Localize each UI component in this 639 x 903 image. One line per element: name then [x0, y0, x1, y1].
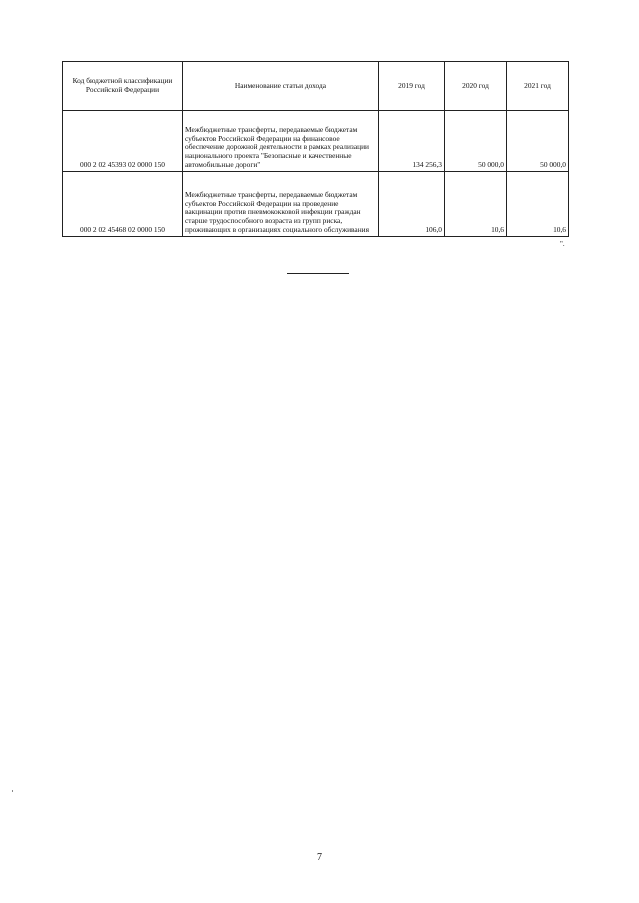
row-value-2020: 50 000,0: [445, 111, 507, 172]
row-value-2019: 106,0: [379, 172, 445, 237]
row-value-2020: 10,6: [445, 172, 507, 237]
row-value-2021: 50 000,0: [507, 111, 569, 172]
header-2020: 2020 год: [445, 62, 507, 111]
income-table: [62, 61, 569, 237]
page-number: 7: [317, 852, 322, 863]
table-row: [63, 172, 569, 237]
row-code: 000 2 02 45468 02 0000 150: [63, 172, 183, 237]
scan-speck: [12, 790, 13, 792]
row-value-2019: 134 256,3: [379, 111, 445, 172]
table-row: [63, 111, 569, 172]
closing-quote-mark: ".: [560, 240, 565, 248]
header-name: Наименование статьи дохода: [183, 62, 379, 111]
row-code: 000 2 02 45393 02 0000 150: [63, 111, 183, 172]
row-value-2021: 10,6: [507, 172, 569, 237]
row-name: Межбюджетные трансферты, передаваемые бюджетам субъектов Российской Федерации на финансовое обеспечение дорожной деятельности в рамках реализации национального проекта "Безопасные и качественные автомобильные дороги": [183, 111, 379, 172]
header-code: Код бюджетной классификации Российской Федерации: [63, 62, 183, 111]
header-2021: 2021 год: [507, 62, 569, 111]
table-header-row: [63, 62, 569, 111]
header-2019: 2019 год: [379, 62, 445, 111]
section-divider: [287, 273, 349, 274]
row-name: Межбюджетные трансферты, передаваемые бюджетам субъектов Российской Федерации на проведение вакцинации против пневмококковой инфекции граждан старше трудоспособного возраста из групп риска, проживающих в организациях социального обслуживания: [183, 172, 379, 237]
